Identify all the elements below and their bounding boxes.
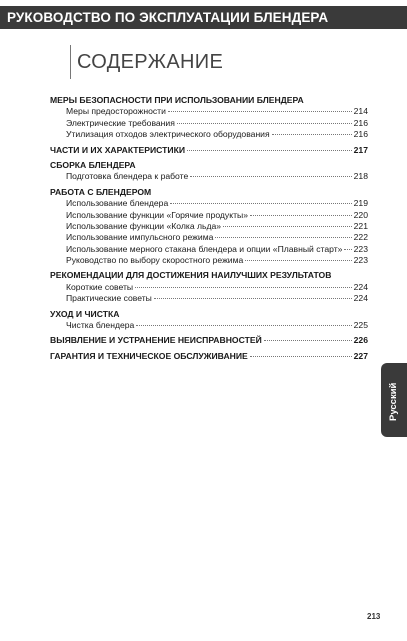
dot-leader bbox=[272, 134, 352, 135]
dot-leader bbox=[154, 298, 352, 299]
toc-heading bbox=[50, 309, 368, 320]
dot-leader bbox=[264, 340, 352, 341]
toc-entry-page: 222 bbox=[353, 232, 368, 243]
toc-entry-title: Использование функции «Колка льда» bbox=[66, 220, 222, 231]
toc-section bbox=[50, 270, 368, 304]
toc-entry-title: Использование блендера bbox=[66, 198, 169, 209]
language-tab bbox=[381, 363, 407, 437]
toc-heading bbox=[50, 160, 368, 171]
toc-heading-title: РЕКОМЕНДАЦИИ ДЛЯ ДОСТИЖЕНИЯ НАИЛУЧШИХ РЕЗУЛЬТАТОВ bbox=[50, 270, 332, 281]
toc-heading bbox=[50, 270, 368, 281]
toc-entry-page: 220 bbox=[353, 209, 368, 220]
dot-leader bbox=[344, 249, 351, 250]
toc-entry bbox=[50, 320, 368, 331]
toc-section bbox=[50, 187, 368, 267]
language-tab-label: Русский bbox=[388, 382, 399, 421]
toc-entry-page: 218 bbox=[353, 171, 368, 182]
page-number: 213 bbox=[367, 612, 381, 621]
toc-section bbox=[50, 95, 368, 141]
toc-entry-page: 224 bbox=[353, 293, 368, 304]
toc-entry-title: Использование импульсного режима bbox=[66, 232, 214, 243]
toc-heading-title: ЧАСТИ И ИХ ХАРАКТЕРИСТИКИ bbox=[50, 144, 186, 155]
toc-heading bbox=[50, 95, 368, 106]
toc-entry bbox=[50, 244, 368, 255]
toc-entry bbox=[50, 221, 368, 232]
toc-entry-title: Использование мерного стакана блендера и опции «Плавный старт» bbox=[66, 243, 343, 254]
toc-heading-title: ГАРАНТИЯ И ТЕХНИЧЕСКОЕ ОБСЛУЖИВАНИЕ bbox=[50, 350, 248, 361]
dot-leader bbox=[168, 111, 352, 112]
toc-entry-title: Короткие советы bbox=[66, 281, 134, 292]
dot-leader bbox=[177, 123, 352, 124]
dot-leader bbox=[250, 215, 352, 216]
toc-entry-page: 214 bbox=[353, 106, 368, 117]
toc-entry-page: 221 bbox=[353, 220, 368, 231]
toc-entry-title: Использование функции «Горячие продукты» bbox=[66, 209, 248, 220]
toc-entry-page: 224 bbox=[353, 281, 368, 292]
toc-entry bbox=[50, 255, 368, 266]
toc-entry bbox=[50, 106, 368, 117]
toc-section bbox=[50, 145, 368, 156]
toc-entry-title: Меры предосторожности bbox=[66, 106, 166, 117]
header-bar bbox=[0, 6, 407, 29]
toc-entry-title: Подготовка блендера к работе bbox=[66, 171, 189, 182]
toc-entry-title: Чистка блендера bbox=[66, 320, 135, 331]
toc-heading bbox=[50, 335, 368, 346]
dot-leader bbox=[245, 260, 351, 261]
toc-entry-page: 223 bbox=[353, 255, 368, 266]
toc-entry bbox=[50, 118, 368, 129]
dot-leader bbox=[136, 325, 351, 326]
title-rule bbox=[70, 45, 71, 79]
toc-heading bbox=[50, 351, 368, 362]
dot-leader bbox=[250, 356, 352, 357]
toc-entry bbox=[50, 171, 368, 182]
toc-section bbox=[50, 335, 368, 346]
toc-entry bbox=[50, 129, 368, 140]
toc-entry-title: Утилизация отходов электрического оборудования bbox=[66, 129, 270, 140]
dot-leader bbox=[170, 203, 351, 204]
header-title: РУКОВОДСТВО ПО ЭКСПЛУАТАЦИИ БЛЕНДЕРА bbox=[7, 10, 329, 25]
toc-section bbox=[50, 160, 368, 183]
toc-heading-page: 227 bbox=[353, 350, 368, 361]
toc-entry-page: 223 bbox=[353, 243, 368, 254]
toc-entry bbox=[50, 198, 368, 209]
toc-heading-page: 217 bbox=[353, 144, 368, 155]
toc-entry bbox=[50, 293, 368, 304]
toc-heading-title: УХОД И ЧИСТКА bbox=[50, 308, 120, 319]
toc-entry-title: Электрические требования bbox=[66, 117, 175, 128]
table-of-contents bbox=[50, 95, 368, 366]
page-title: СОДЕРЖАНИЕ bbox=[77, 51, 224, 73]
toc-heading-title: МЕРЫ БЕЗОПАСНОСТИ ПРИ ИСПОЛЬЗОВАНИИ БЛЕНДЕРА bbox=[50, 95, 304, 105]
toc-heading-title: СБОРКА БЛЕНДЕРА bbox=[50, 159, 136, 170]
toc-heading-title: РАБОТА С БЛЕНДЕРОМ bbox=[50, 186, 152, 197]
toc-entry bbox=[50, 232, 368, 243]
toc-entry-page: 216 bbox=[353, 117, 368, 128]
toc-entry-title: Практические советы bbox=[66, 293, 152, 304]
toc-heading-page: 226 bbox=[353, 335, 368, 346]
toc-entry-page: 219 bbox=[353, 198, 368, 209]
dot-leader bbox=[135, 287, 352, 288]
dot-leader bbox=[190, 176, 351, 177]
dot-leader bbox=[223, 226, 352, 227]
toc-entry-page: 216 bbox=[353, 129, 368, 140]
dot-leader bbox=[215, 237, 351, 238]
toc-heading-title: ВЫЯВЛЕНИЕ И УСТРАНЕНИЕ НЕИСПРАВНОСТЕЙ bbox=[50, 335, 262, 346]
toc-section bbox=[50, 309, 368, 332]
toc-heading bbox=[50, 145, 368, 156]
toc-entry bbox=[50, 282, 368, 293]
toc-heading bbox=[50, 187, 368, 198]
toc-entry bbox=[50, 210, 368, 221]
dot-leader bbox=[187, 150, 352, 151]
toc-entry-title: Руководство по выбору скоростного режима bbox=[66, 255, 244, 266]
toc-entry-page: 225 bbox=[353, 320, 368, 331]
toc-section bbox=[50, 351, 368, 362]
